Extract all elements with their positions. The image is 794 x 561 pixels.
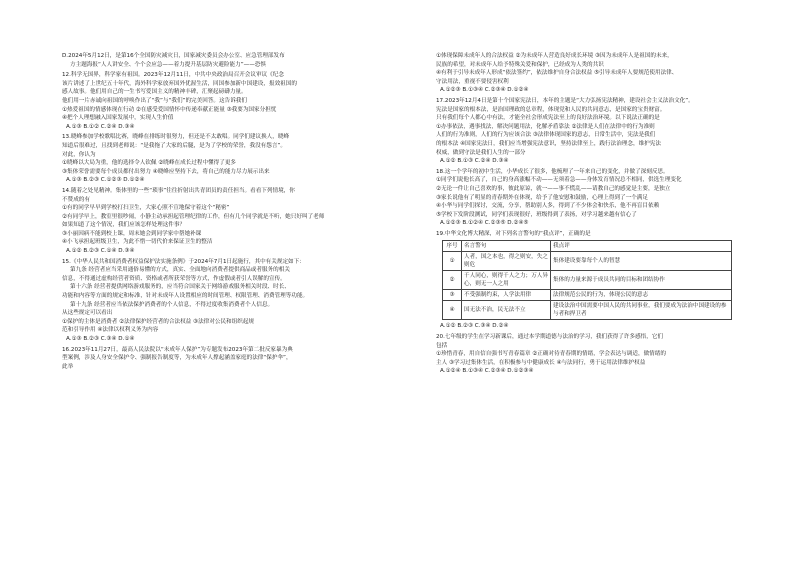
q20-items-line2: 主人 ③学习过集体生活，在积极参与中健康成长 ④与法同行，勇于运用法律维护权益 [436,359,646,366]
q15-items-line2: 范和引导作用 ④法律以权利义务为内容 [62,327,159,334]
q13-items-line1: ①晓峰以大局为重，他的选择令人钦佩 ②晓峰在成长过程中懂得了更多 [62,160,237,167]
q19-options: A.①② B.②③ C.③④ D.②④ [440,323,509,330]
q17-stem-line2: 宪法是国家的根本法，是治国理政的总章程，体现党和人民的共同意志，是国家的宝贵财富。 [436,106,666,113]
table-header-cell: 序号 [443,241,462,252]
q12-options: A.①③ B.①② C.②④ D.③④ [66,123,135,130]
q18-item-4: ④小华与同学们探讨，交流，分享，帮助别人多，得到了不少体会和快乐，他不再盲目依赖 [436,203,660,210]
q13-stem-line2: 知道后很难过，且找到老师说：“是我拖了大家的后腿，是为了学校的荣誉，我没有怨言”。 [62,142,286,149]
q17-items-line2: 人们的行为准则，人们的行为应该合法 ③法律体现国家的意志，日常生活中，宪法是我们 [436,132,656,139]
q12-stem-line1: 12.科学无国界，科学家有祖国。2023年12月11日，中共中央政治局召开会议审议《纪念 [62,72,284,79]
q18-item-2: ②无论一件让自己喜欢的事，彼此原谅，就一——事不慌乱——请教自己的感觉是主要，是独立 [436,185,671,192]
table-row [443,301,732,320]
q11-option-d-line1: D.2024年5月12日，是第16个全国防灾减灾日，国家减灾委员会办公室、应急管理部发布 [62,53,285,59]
q19-stem: 19.中华文化博大精深，对下列名言警句的“我点评”，正确的是 [436,230,591,237]
table-row [443,252,732,271]
q12-stem-line3: 感人故事。他们用自己的一生书写爱国主义的精神丰碑，汇聚起磅礴力量。 [62,89,247,96]
q17-stem-line3: 只有我们每个人都心中有法，才能全社会形成宪法至上的良好法治环境。以下说法正确的是 [436,115,660,122]
table-header-cell: 名言警句 [462,241,551,252]
q14-item-2-cont: 如果知道了这个情况，我们应该怎样处理这件事？ [62,222,186,229]
q20-stem-line1: 20.七年级的学生在学习新课后，通过本学期道德与法治的学习，我们获得了许多感悟，它们 [436,334,664,341]
q15-article-19: 第十九条 经营者应当依法保护消费者的个人信息，不得过度收集消费者个人信息。 [70,301,274,308]
table-row [443,290,732,301]
table-cell-number: ③ [443,290,462,301]
q16-stem-line3: 此举 [62,363,74,370]
q18-item-5: ⑤学校下发阶段测试，同学们表现很好，班级得到了表扬，对学习越来越有信心了 [436,211,637,218]
q11-option-d-line2: 方主题海报“人人讲安全、个个会应急——着力提升基层防灾避险能力”——恐惧 [70,61,266,68]
q15-article-16-line1: 第十六条 经营者提供网络游戏服务的，应当符合国家关于网络游戏服务相关时段、时长、 [70,284,290,291]
q13-stem-line1: 13.晓峰参加学校歌唱比赛，晓峰在排练时很努力，但还是不太敢唱。同学们建议换人，晓峰 [62,134,290,141]
right-column [436,52,768,376]
q14-item-3: ③小丽因病不能到校上课，周末她会到同学家中帮她补课 [62,230,202,237]
q20-items-line1: ①珍惜青春，用自信自强书写青春篇章 ②正确对待青春期的情绪，学会表达与调适，做情绪的 [436,351,666,358]
q13-items-line2: ③集体荣誉需要每个成员都付出努力 ④晓峰应坚持下去，将自己的能力尽力展示出来 [62,168,270,175]
q16-items-line2: 民族的希望，对未成年人给予特殊关爱和保护，已经成为人类的共识 [436,61,604,68]
table-cell-quote: 人者，国之本也，得之则安，失之则危 [462,252,551,271]
q14-stem-line1: 14.随着之处见精神。集体里的一些“琐事”往往折射出共青团员的责任担当。看看下列情境，你 [62,187,295,194]
q17-stem-line1: 17.2023年12月4日是第十个国家宪法日，本年的主题是“大力弘扬宪法精神，建设社会主义法治文化”。 [436,97,694,104]
table-cell-comment: 建设法治中国需要中国人民的共同事业，我们要成为法治中国建设的参与者和捍卫者 [551,301,732,320]
q12-stem-line2: 该片讲述了上世纪五十年代，海外科学家放弃国外优渥生活，回国参加新中国建设，报效祖国的 [62,80,297,87]
table-cell-comment: 集体建设要靠每个人的智慧 [551,252,732,271]
table-header-row [443,241,732,252]
table-cell-quote: 千人同心，则得千人之力；万人异心，则无一人之用 [462,271,551,290]
q12-stem-line4: 他们用一片赤诚向祖国的呼唤作出了“我”与“我们”的完美回答。这告诉我们 [62,97,247,104]
table-header-cell: 我点评 [551,241,732,252]
q17-items-line3: 的根本法 ④国家宪法日，我们应当增强宪法意识，坚持法律至上，践行法治理念，维护宪法 [436,140,661,147]
q15-article-9-line1: 第九条 经营者应当采用通俗易懂的方式，真实、全面地向消费者提供商品或者服务的相关 [70,267,290,274]
q18-item-3: ③家长说他有了明显的青春期外在体现，给予了他安慰和鼓励，心理上得到了一个满足 [436,194,648,201]
q15-stem-line1: 15.《中华人民共和国消费者权益保护法实施条例》于2024年7月1日起施行，其中有关规定如下： [62,258,305,265]
q12-items-line2: ④把个人理想融入国家发展中，实现人生价值 [62,115,174,122]
q16-stem-line2: 型案例，涉及人身安全保护令、强制报告制度等，为未成年人撑起涵盖家庭的法律“保护伞”， [62,355,292,362]
table-cell-quote: 国无法不治，民无法不立 [462,301,551,320]
q20-options: A.①②④ B.①③④ C.②③④ D.①②③④ [440,368,534,375]
q14-item-4: ④小飞承担起班级卫生，为此不惜一切代价来保证卫生的整洁 [62,239,213,246]
q14-item-1: ①有的同学早早到学校打扫卫生，大家心照不宣地保守着这个“秘密” [62,205,230,212]
table-cell-number: ② [443,271,462,290]
q13-options: A.①③ B.②③ C.①②③ D.①②④ [66,177,145,184]
q17-options: A.①② B.①③ C.②④ D.③④ [440,158,509,165]
q17-items-line4: 权威，做到守法是我们人生的一部分 [436,149,526,156]
table-row [443,271,732,290]
q18-item-1: ①同学们说他长高了，自己的身高涨幅不动——无须着急——身体发育情况总不相同，供选生理变化 [436,177,682,184]
q17-items-line1: ①办事依法，遇事找法，解决问题用法，化解矛盾靠法 ②法律是人们在法律中的行为准则 [436,123,655,130]
q16-items-line1: ①体现保障未成年人的合法权益 ②为未成年人营造良好成长环境 ③因为未成年人是祖国的未来， [436,53,673,59]
table-cell-number: ④ [443,301,462,320]
q14-options: A.①② B.②③ C.①④ D.③④ [66,248,135,255]
q12-items-line1: ①热爱祖国的情感体现在行动 ②在感受爱国情怀中传递奉献正能量 ③我要为国家分担忧 [62,106,277,113]
table-cell-comment: 法律规范公民的行为，体现公民的意志 [551,290,732,301]
left-column [62,52,394,371]
q14-stem-line2: 不赞成的有 [62,196,90,203]
q16-stem-line1: 16.2023年11月27日，最高人民法院以“未成年人保护”为专题发布2023年第二批反家暴为典 [62,346,293,353]
q15-article-9-line2: 信息，不得通过虚构经营者资质、资格或者所获荣誉等方式，作虚假或者引人误解的宣传。 [62,275,286,282]
q15-options: A.①③ B.②③ C.③④ D.①④ [66,336,135,342]
q18-stem: 18.这一个学年的初中生活，小华成长了很多，他梳理了一年来自己的变化，并做了深刻反思。 [436,168,669,175]
table-cell-comment: 集体的力量来源于成员共同的目标和团结协作 [551,271,732,290]
q15-items-line1: ①保护的主体是消费者 ②法律保护经营者的合法权益 ③法律对公民和组织起规 [62,318,255,325]
q16-items-line3: ④有利于引导未成年人形成“依法签约”，依法维护自身合法权益 ⑤引导未成年人要规范使用法律、 [436,70,678,77]
q13-stem-line3: 对此，你认为 [62,151,96,158]
q19-table [442,240,732,320]
q14-item-2: ②有同学早上，教室里很吵闹，小静主动承担起管理纪律的工作，但有几个同学就是不听，她只好叫了老师 [62,213,325,220]
q15-prompt: 从这些规定可以看出 [62,310,113,317]
q15-article-16-line2: 功能和内容等方面的规定和标准，针对未成年人设置相应的时间管理、权限管理、消费管理等功能。 [62,293,309,300]
table-cell-quote: 不受强制约束，人学法用律 [462,290,551,301]
q18-options: A.①②③ B.①②④ C.②③⑤ D.②④⑤ [440,220,529,227]
q20-stem-line2: 包括 [436,342,448,349]
table-cell-number: ① [443,252,462,271]
q16-items-line4: 守法用法，重视不要侵害权利 [436,78,509,85]
q16-options: A.①②③ B.①③④ C.②③④ D.①②④ [440,87,529,94]
